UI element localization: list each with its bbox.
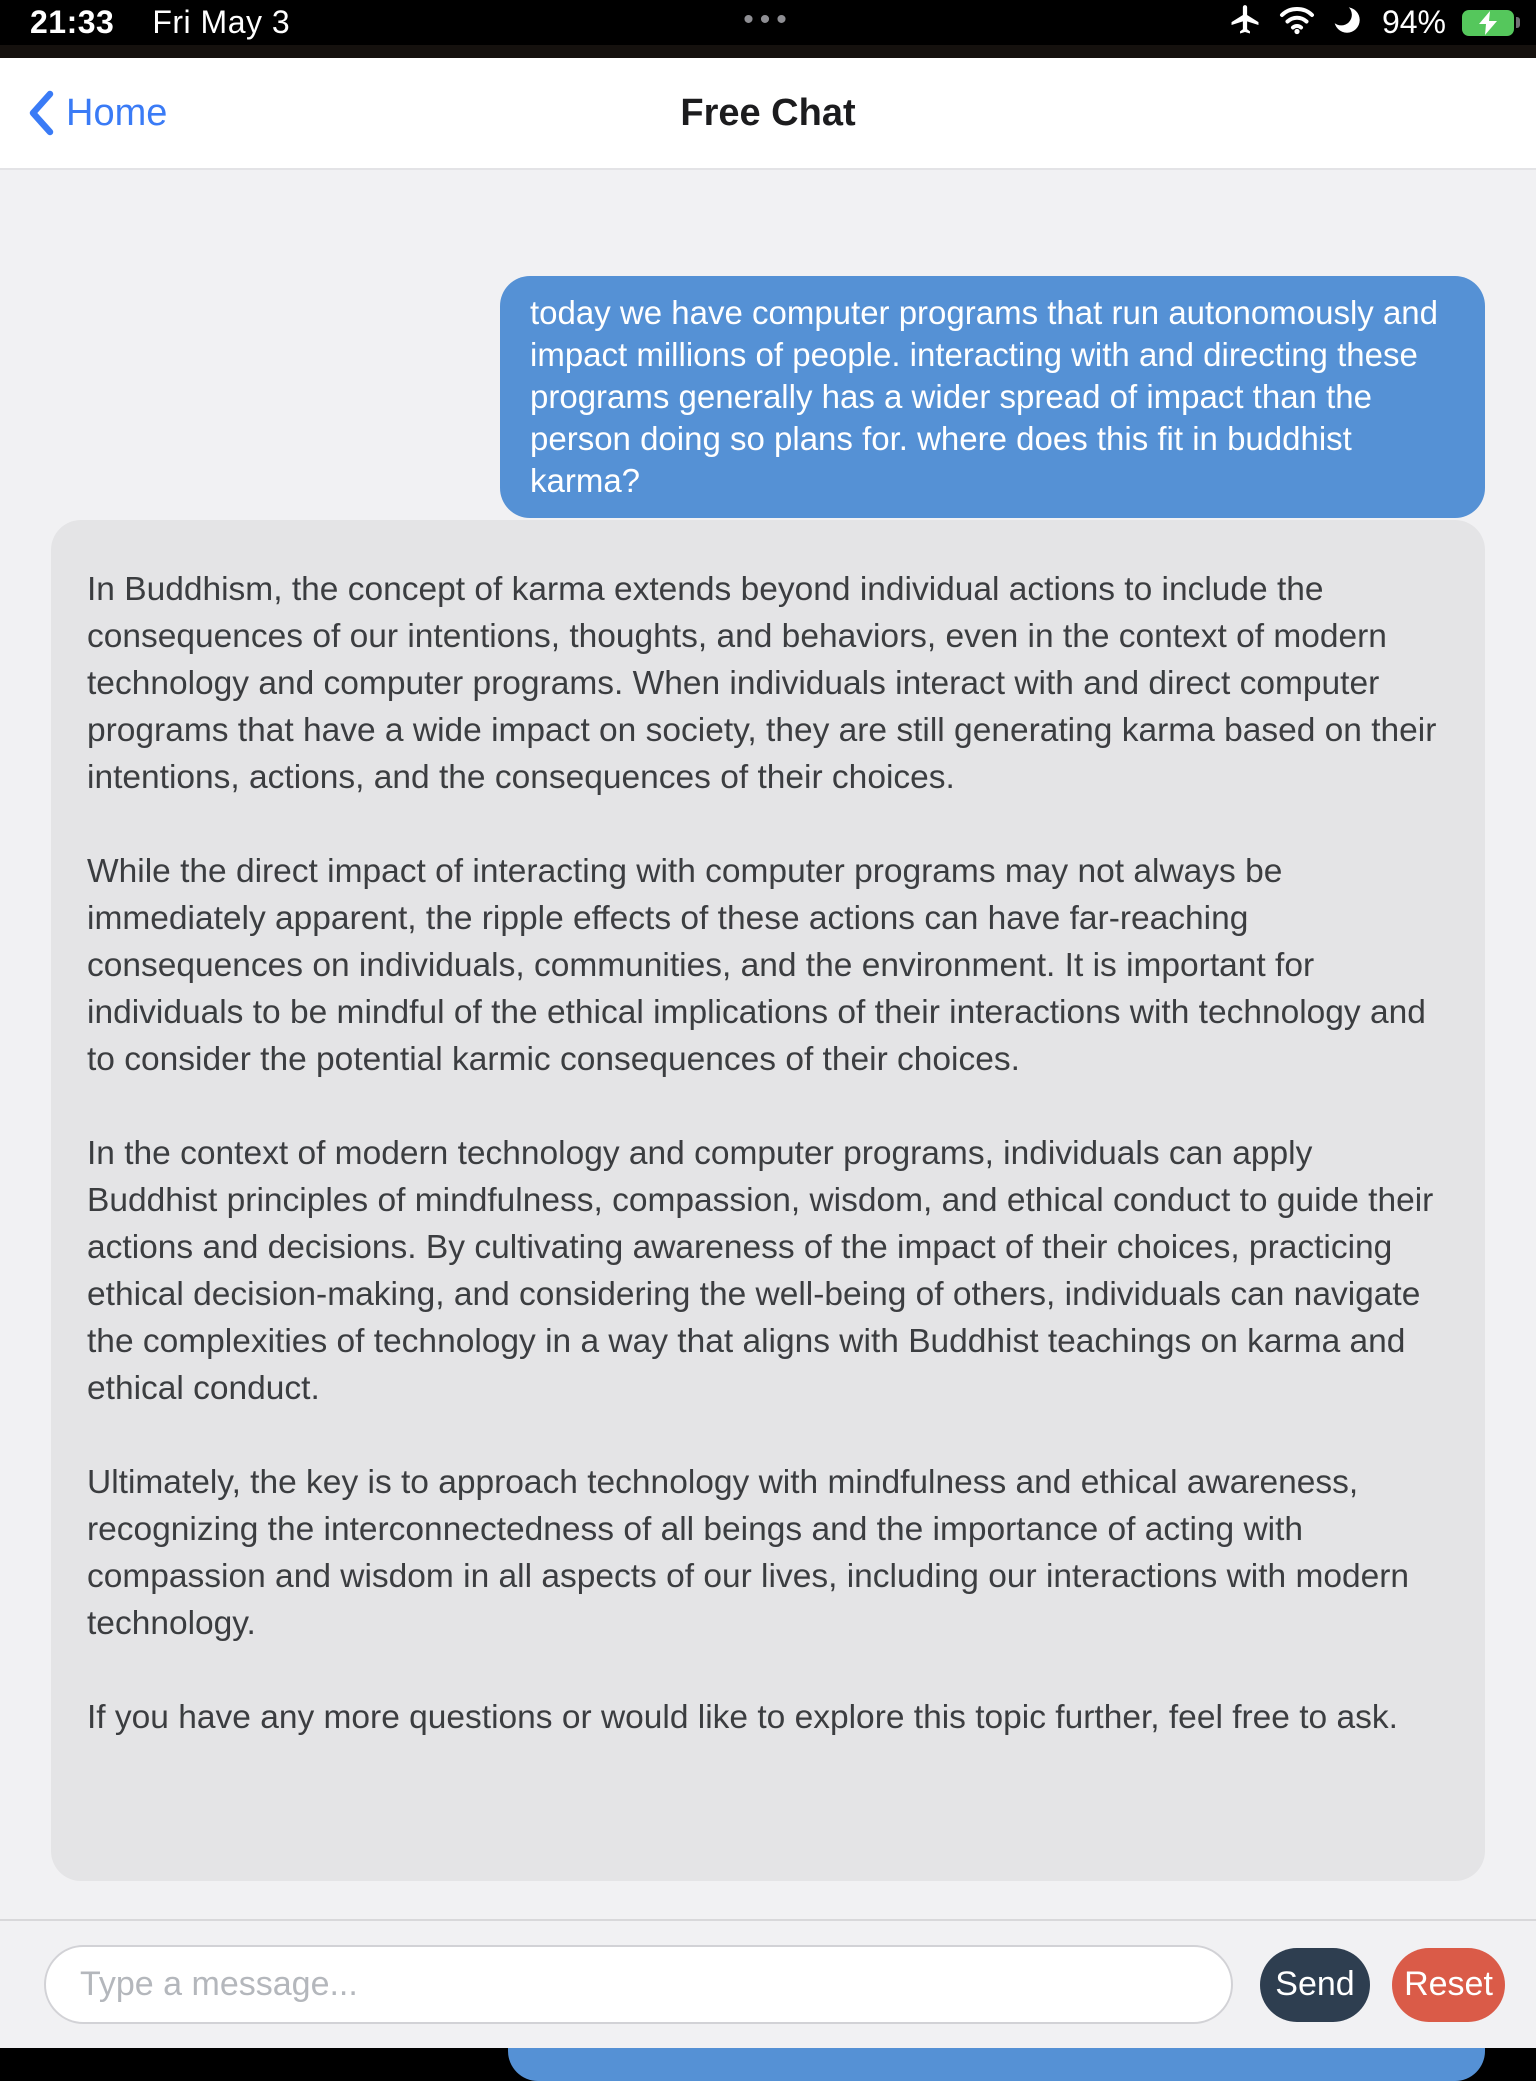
back-button-label: Home <box>66 91 168 134</box>
navigation-bar <box>0 58 1536 170</box>
assistant-paragraph: In Buddhism, the concept of karma extends beyond individual actions to include the consequences of our intentions, thoughts, and behaviors, even in the context of modern technology and computer programs. When individuals interact with and direct computer programs that have a wide impact on society, they are still generating karma based on their intentions, actions, and the consequences of their choices. <box>87 571 1437 796</box>
multitasking-dots-indicator[interactable]: ••• <box>743 3 793 36</box>
assistant-message-bubble <box>51 520 1485 1881</box>
chat-message-list[interactable] <box>0 170 1536 1977</box>
status-bar <box>0 0 1536 45</box>
reset-button[interactable] <box>1392 1948 1505 2022</box>
message-composer-bar <box>0 1919 1536 2048</box>
user-message-text: today we have computer programs that run autonomously and impact millions of people. interacting with and directing these programs generally has a wider spread of impact than the person doing so plans for. where does this fit in buddhist karma? <box>530 294 1439 499</box>
assistant-paragraph: While the direct impact of interacting with computer programs may not always be immediately apparent, the ripple effects of these actions can have far-reaching consequences on individuals, communities, and the environment. It is important for individuals to be mindful of the ethical implications of their interactions with technology and to consider the potential karmic consequences of their choices. <box>87 853 1426 1078</box>
battery-percent: 94% <box>1381 4 1446 40</box>
assistant-paragraph: If you have any more questions or would like to explore this topic further, feel free to ask. <box>87 1699 1398 1736</box>
back-button[interactable] <box>20 86 175 140</box>
status-date: Fri May 3 <box>152 4 291 40</box>
app-window <box>0 58 1536 2048</box>
reset-button-label: Reset <box>1404 1965 1493 2003</box>
do-not-disturb-moon-icon <box>1332 5 1362 40</box>
battery-charging-icon <box>1462 10 1520 36</box>
send-button[interactable] <box>1260 1948 1370 2022</box>
message-input[interactable] <box>44 1945 1233 2024</box>
status-time: 21:33 <box>30 4 115 40</box>
airplane-mode-icon <box>1228 3 1262 42</box>
wifi-icon <box>1278 5 1316 40</box>
assistant-paragraph: Ultimately, the key is to approach technology with mindfulness and ethical awareness, recognizing the interconnectedness of all beings and the importance of acting with compassion and wisdom in all aspects of our lives, including our interactions with modern technology. <box>87 1464 1410 1642</box>
user-message-bubble <box>500 276 1485 518</box>
assistant-paragraph: In the context of modern technology and computer programs, individuals can apply Buddhist principles of mindfulness, compassion, wisdom, and ethical conduct to guide their actions and decisions. By cultivating awareness of the impact of their choices, practicing ethical decision-making, and considering the well-being of others, individuals can navigate the complexities of technology in a way that aligns with Buddhist teachings on karma and ethical conduct. <box>87 1135 1434 1407</box>
chevron-left-icon <box>28 90 54 136</box>
send-button-label: Send <box>1275 1965 1355 2003</box>
page-title: Free Chat <box>680 91 856 134</box>
